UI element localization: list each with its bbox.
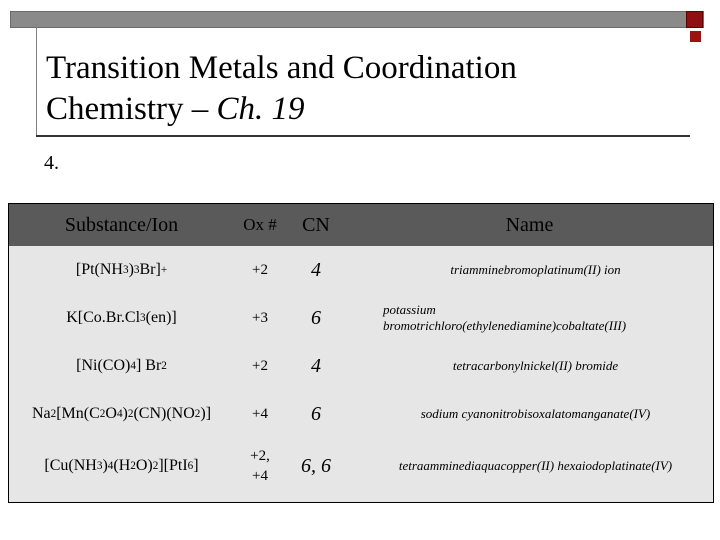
title-line-2: Chemistry – (46, 91, 217, 127)
title-chapter: Ch. 19 (216, 91, 305, 127)
compound-name (346, 294, 720, 342)
ox-value: +2 (252, 358, 268, 374)
ox-value: +4 (252, 406, 268, 422)
table-row (9, 390, 713, 438)
compound-name: tetraamminediaquacopper(II) hexaiodoplatinate(IV) (398, 458, 673, 473)
cn-value: 6 (311, 402, 321, 425)
compound-name: triamminebromoplatinum(II) ion (450, 262, 621, 277)
substance-formula: [Pt(NH 3 ) 3 Br] + (75, 261, 168, 278)
compound-name: tetracarbonylnickel(II) bromide (452, 358, 619, 373)
coordination-table (8, 203, 714, 503)
header-cn: CN (302, 213, 330, 236)
table-row (9, 438, 713, 494)
decorative-red-small-square (690, 31, 701, 42)
question-number: 4. (44, 152, 59, 174)
ox-value-line-2: +4 (252, 468, 268, 484)
compound-name-line-2: bromotrichloro(ethylenediamine)cobaltate(III) (383, 318, 627, 333)
compound-name-line-1: potassium (383, 302, 436, 317)
decorative-red-square (686, 11, 703, 28)
decorative-top-bar (10, 11, 704, 28)
ox-value: +2 (252, 262, 268, 278)
ox-value-line-1: +2, (250, 448, 270, 464)
ox-value (234, 438, 286, 494)
substance-formula: Na 2 [Mn(C 2 O 4 ) 2 (CN)(NO 2 )] (31, 405, 212, 422)
header-ox: Ox # (243, 215, 277, 234)
substance-formula: [Ni(CO) 4 ] Br 2 (76, 357, 167, 374)
cn-value: 6 (311, 306, 321, 329)
slide-title (46, 48, 666, 130)
compound-name: sodium cyanonitrobisoxalatomanganate(IV) (420, 406, 651, 421)
cn-value: 4 (311, 354, 321, 377)
title-line-1: Transition Metals and Coordination (46, 50, 517, 86)
title-divider (36, 135, 690, 137)
table-row (9, 294, 713, 342)
table-row (9, 342, 713, 390)
substance-formula: [Cu(NH 3 ) 4 (H 2 O) 2 ][PtI 6 ] (44, 457, 199, 474)
table-header-row (9, 204, 713, 246)
header-name: Name (505, 213, 554, 236)
ox-value: +3 (252, 310, 268, 326)
cn-value: 6, 6 (301, 454, 331, 477)
header-substance: Substance/Ion (64, 213, 179, 236)
decorative-vertical-line (36, 24, 37, 135)
table-row (9, 246, 713, 294)
cn-value: 4 (311, 258, 321, 281)
substance-formula: K[Co.Br.Cl 3 (en)] (66, 309, 177, 326)
